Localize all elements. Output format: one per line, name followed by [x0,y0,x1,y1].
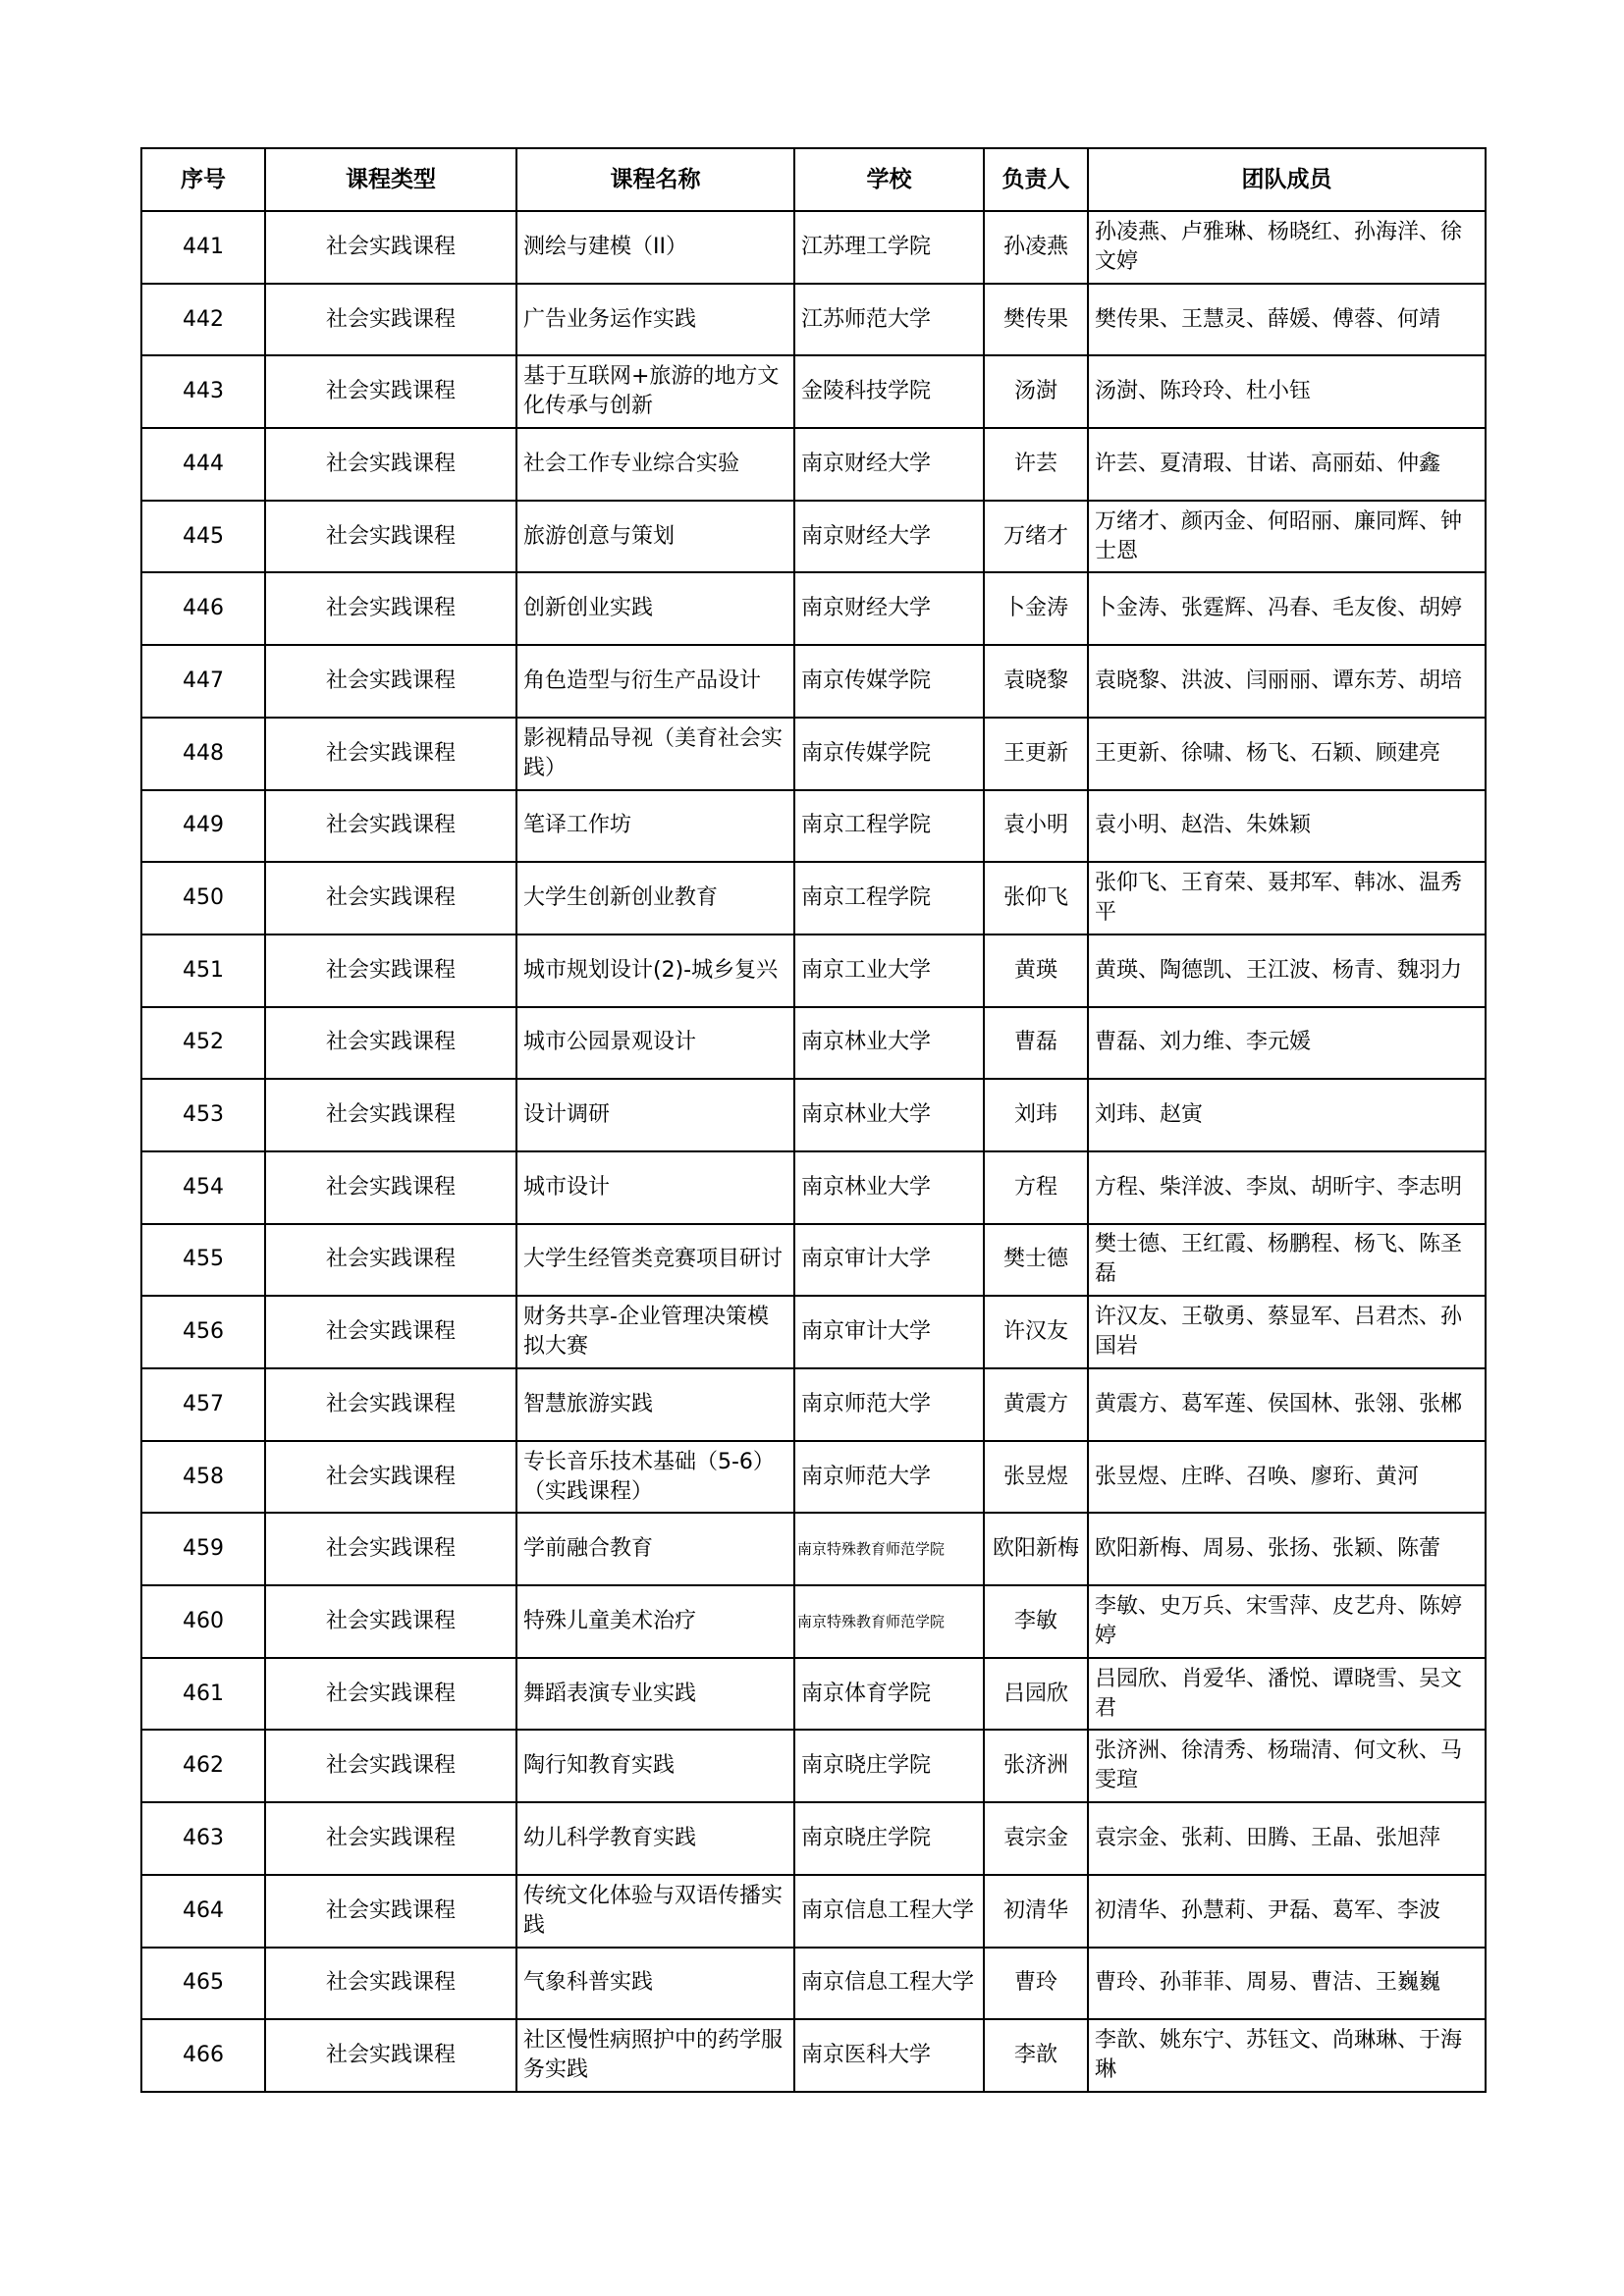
course-name-cell: 智慧旅游实践 [516,1368,794,1441]
header-course-name: 课程名称 [516,148,794,211]
leader-cell: 张仰飞 [984,862,1088,934]
school-cell: 南京财经大学 [794,572,984,645]
table-row [141,1513,1486,1585]
course-type-cell: 社会实践课程 [265,1296,516,1368]
row-index-cell: 446 [141,572,265,645]
table-body [141,211,1486,2092]
leader-cell: 黄震方 [984,1368,1088,1441]
team-members-cell: 黄瑛、陶德凯、王江波、杨青、魏羽力 [1088,934,1486,1007]
leader-cell: 汤澍 [984,355,1088,428]
row-index-cell: 458 [141,1441,265,1514]
leader-cell: 樊士德 [984,1224,1088,1297]
row-index-cell: 459 [141,1513,265,1585]
team-members-cell: 樊传果、王慧灵、薛媛、傅蓉、何靖 [1088,284,1486,356]
team-members-cell: 卜金涛、张霆辉、冯春、毛友俊、胡婷 [1088,572,1486,645]
row-index-cell: 455 [141,1224,265,1297]
team-members-cell: 袁小明、赵浩、朱姝颖 [1088,790,1486,863]
table-row [141,428,1486,501]
course-name-cell: 影视精品导视（美育社会实践） [516,718,794,790]
header-course-type: 课程类型 [265,148,516,211]
course-name-cell: 气象科普实践 [516,1948,794,2020]
row-index-cell: 452 [141,1007,265,1080]
course-name-cell: 设计调研 [516,1079,794,1151]
table-row [141,790,1486,863]
course-type-cell: 社会实践课程 [265,862,516,934]
table-row [141,284,1486,356]
team-members-cell: 袁晓黎、洪波、闫丽丽、谭东芳、胡培 [1088,645,1486,718]
leader-cell: 卜金涛 [984,572,1088,645]
team-members-cell: 汤澍、陈玲玲、杜小钰 [1088,355,1486,428]
course-table [140,147,1487,2093]
school-cell: 南京特殊教育师范学院 [794,1513,984,1585]
course-name-cell: 传统文化体验与双语传播实践 [516,1875,794,1948]
course-type-cell: 社会实践课程 [265,1151,516,1224]
table-row [141,1151,1486,1224]
leader-cell: 欧阳新梅 [984,1513,1088,1585]
course-name-cell: 幼儿科学教育实践 [516,1802,794,1875]
school-cell: 南京师范大学 [794,1441,984,1514]
row-index-cell: 445 [141,501,265,573]
school-cell: 南京师范大学 [794,1368,984,1441]
row-index-cell: 463 [141,1802,265,1875]
leader-cell: 袁宗金 [984,1802,1088,1875]
leader-cell: 方程 [984,1151,1088,1224]
course-type-cell: 社会实践课程 [265,1224,516,1297]
team-members-cell: 袁宗金、张莉、田腾、王晶、张旭萍 [1088,1802,1486,1875]
table-row [141,645,1486,718]
course-name-cell: 笔译工作坊 [516,790,794,863]
leader-cell: 曹玲 [984,1948,1088,2020]
course-type-cell: 社会实践课程 [265,645,516,718]
row-index-cell: 443 [141,355,265,428]
school-cell: 南京林业大学 [794,1007,984,1080]
school-cell: 南京医科大学 [794,2019,984,2092]
team-members-cell: 欧阳新梅、周易、张扬、张颖、陈蕾 [1088,1513,1486,1585]
leader-cell: 樊传果 [984,284,1088,356]
table-row [141,1875,1486,1948]
course-name-cell: 旅游创意与策划 [516,501,794,573]
course-name-cell: 财务共享-企业管理决策模拟大赛 [516,1296,794,1368]
row-index-cell: 466 [141,2019,265,2092]
table-row [141,1802,1486,1875]
header-leader: 负责人 [984,148,1088,211]
school-cell: 江苏理工学院 [794,211,984,284]
row-index-cell: 449 [141,790,265,863]
course-type-cell: 社会实践课程 [265,1368,516,1441]
table-row [141,1441,1486,1514]
school-cell: 南京工业大学 [794,934,984,1007]
school-cell: 南京财经大学 [794,501,984,573]
header-index: 序号 [141,148,265,211]
leader-cell: 李歆 [984,2019,1088,2092]
leader-cell: 王更新 [984,718,1088,790]
leader-cell: 张昱煜 [984,1441,1088,1514]
school-cell: 南京林业大学 [794,1079,984,1151]
team-members-cell: 万绪才、颜丙金、何昭丽、廉同辉、钟士恩 [1088,501,1486,573]
team-members-cell: 刘玮、赵寅 [1088,1079,1486,1151]
row-index-cell: 461 [141,1658,265,1731]
course-type-cell: 社会实践课程 [265,1948,516,2020]
table-row [141,1368,1486,1441]
course-type-cell: 社会实践课程 [265,1441,516,1514]
school-cell: 南京林业大学 [794,1151,984,1224]
leader-cell: 许汉友 [984,1296,1088,1368]
course-name-cell: 广告业务运作实践 [516,284,794,356]
row-index-cell: 448 [141,718,265,790]
table-row [141,1658,1486,1731]
course-name-cell: 城市规划设计(2)-城乡复兴 [516,934,794,1007]
leader-cell: 李敏 [984,1585,1088,1658]
course-name-cell: 大学生创新创业教育 [516,862,794,934]
school-cell: 南京工程学院 [794,862,984,934]
table-row [141,501,1486,573]
course-type-cell: 社会实践课程 [265,934,516,1007]
course-name-cell: 城市公园景观设计 [516,1007,794,1080]
team-members-cell: 曹磊、刘力维、李元媛 [1088,1007,1486,1080]
school-cell: 南京晓庄学院 [794,1802,984,1875]
leader-cell: 万绪才 [984,501,1088,573]
leader-cell: 曹磊 [984,1007,1088,1080]
course-type-cell: 社会实践课程 [265,1007,516,1080]
leader-cell: 张济洲 [984,1730,1088,1802]
course-type-cell: 社会实践课程 [265,284,516,356]
course-type-cell: 社会实践课程 [265,2019,516,2092]
leader-cell: 袁小明 [984,790,1088,863]
row-index-cell: 465 [141,1948,265,2020]
row-index-cell: 450 [141,862,265,934]
team-members-cell: 许芸、夏清瑕、甘诺、高丽茹、仲鑫 [1088,428,1486,501]
team-members-cell: 李歆、姚东宁、苏钰文、尚琳琳、于海琳 [1088,2019,1486,2092]
school-cell: 南京审计大学 [794,1224,984,1297]
team-members-cell: 王更新、徐啸、杨飞、石颖、顾建亮 [1088,718,1486,790]
course-type-cell: 社会实践课程 [265,428,516,501]
course-name-cell: 专长音乐技术基础（5-6）（实践课程） [516,1441,794,1514]
course-name-cell: 角色造型与衍生产品设计 [516,645,794,718]
course-type-cell: 社会实践课程 [265,1079,516,1151]
school-cell: 南京审计大学 [794,1296,984,1368]
row-index-cell: 456 [141,1296,265,1368]
team-members-cell: 李敏、史万兵、宋雪萍、皮艺舟、陈婷婷 [1088,1585,1486,1658]
course-type-cell: 社会实践课程 [265,1585,516,1658]
course-type-cell: 社会实践课程 [265,1658,516,1731]
course-name-cell: 创新创业实践 [516,572,794,645]
course-name-cell: 特殊儿童美术治疗 [516,1585,794,1658]
course-type-cell: 社会实践课程 [265,718,516,790]
table-row [141,211,1486,284]
course-type-cell: 社会实践课程 [265,1875,516,1948]
leader-cell: 孙凌燕 [984,211,1088,284]
table-row [141,1730,1486,1802]
table-row [141,1948,1486,2020]
course-name-cell: 社会工作专业综合实验 [516,428,794,501]
school-cell: 南京传媒学院 [794,718,984,790]
row-index-cell: 447 [141,645,265,718]
team-members-cell: 樊士德、王红霞、杨鹏程、杨飞、陈圣磊 [1088,1224,1486,1297]
school-cell: 江苏师范大学 [794,284,984,356]
course-name-cell: 测绘与建模（II） [516,211,794,284]
leader-cell: 黄瑛 [984,934,1088,1007]
school-cell: 南京信息工程大学 [794,1875,984,1948]
header-team-members: 团队成员 [1088,148,1486,211]
leader-cell: 刘玮 [984,1079,1088,1151]
team-members-cell: 张济洲、徐清秀、杨瑞清、何文秋、马雯瑄 [1088,1730,1486,1802]
course-type-cell: 社会实践课程 [265,790,516,863]
row-index-cell: 453 [141,1079,265,1151]
row-index-cell: 457 [141,1368,265,1441]
course-name-cell: 陶行知教育实践 [516,1730,794,1802]
school-cell: 南京体育学院 [794,1658,984,1731]
school-cell: 南京财经大学 [794,428,984,501]
row-index-cell: 451 [141,934,265,1007]
team-members-cell: 吕园欣、肖爱华、潘悦、谭晓雪、吴文君 [1088,1658,1486,1731]
table-row [141,572,1486,645]
team-members-cell: 方程、柴洋波、李岚、胡昕宇、李志明 [1088,1151,1486,1224]
team-members-cell: 黄震方、葛军莲、侯国林、张翎、张郴 [1088,1368,1486,1441]
table-row [141,1007,1486,1080]
team-members-cell: 初清华、孙慧莉、尹磊、葛军、李波 [1088,1875,1486,1948]
table-row [141,934,1486,1007]
row-index-cell: 441 [141,211,265,284]
team-members-cell: 张昱煜、庄晔、召唤、廖珩、黄河 [1088,1441,1486,1514]
row-index-cell: 462 [141,1730,265,1802]
row-index-cell: 442 [141,284,265,356]
table-row [141,1296,1486,1368]
row-index-cell: 464 [141,1875,265,1948]
table-row [141,355,1486,428]
table-row [141,862,1486,934]
table-row [141,1079,1486,1151]
leader-cell: 吕园欣 [984,1658,1088,1731]
table-row [141,1585,1486,1658]
school-cell: 金陵科技学院 [794,355,984,428]
school-cell: 南京工程学院 [794,790,984,863]
header-school: 学校 [794,148,984,211]
header-row [141,148,1486,211]
course-name-cell: 大学生经管类竞赛项目研讨 [516,1224,794,1297]
school-cell: 南京特殊教育师范学院 [794,1585,984,1658]
course-name-cell: 基于互联网+旅游的地方文化传承与创新 [516,355,794,428]
table-row [141,2019,1486,2092]
course-name-cell: 城市设计 [516,1151,794,1224]
course-type-cell: 社会实践课程 [265,355,516,428]
course-type-cell: 社会实践课程 [265,1730,516,1802]
course-name-cell: 社区慢性病照护中的药学服务实践 [516,2019,794,2092]
course-name-cell: 学前融合教育 [516,1513,794,1585]
course-type-cell: 社会实践课程 [265,572,516,645]
team-members-cell: 曹玲、孙菲菲、周易、曹洁、王巍巍 [1088,1948,1486,2020]
leader-cell: 袁晓黎 [984,645,1088,718]
table-row [141,1224,1486,1297]
school-cell: 南京传媒学院 [794,645,984,718]
row-index-cell: 460 [141,1585,265,1658]
course-type-cell: 社会实践课程 [265,1802,516,1875]
leader-cell: 初清华 [984,1875,1088,1948]
row-index-cell: 454 [141,1151,265,1224]
leader-cell: 许芸 [984,428,1088,501]
team-members-cell: 张仰飞、王育荣、聂邦军、韩冰、温秀平 [1088,862,1486,934]
school-cell: 南京晓庄学院 [794,1730,984,1802]
team-members-cell: 孙凌燕、卢雅琳、杨晓红、孙海洋、徐文婷 [1088,211,1486,284]
team-members-cell: 许汉友、王敬勇、蔡显军、吕君杰、孙国岩 [1088,1296,1486,1368]
course-type-cell: 社会实践课程 [265,1513,516,1585]
school-cell: 南京信息工程大学 [794,1948,984,2020]
course-type-cell: 社会实践课程 [265,501,516,573]
course-type-cell: 社会实践课程 [265,211,516,284]
table-row [141,718,1486,790]
row-index-cell: 444 [141,428,265,501]
course-name-cell: 舞蹈表演专业实践 [516,1658,794,1731]
